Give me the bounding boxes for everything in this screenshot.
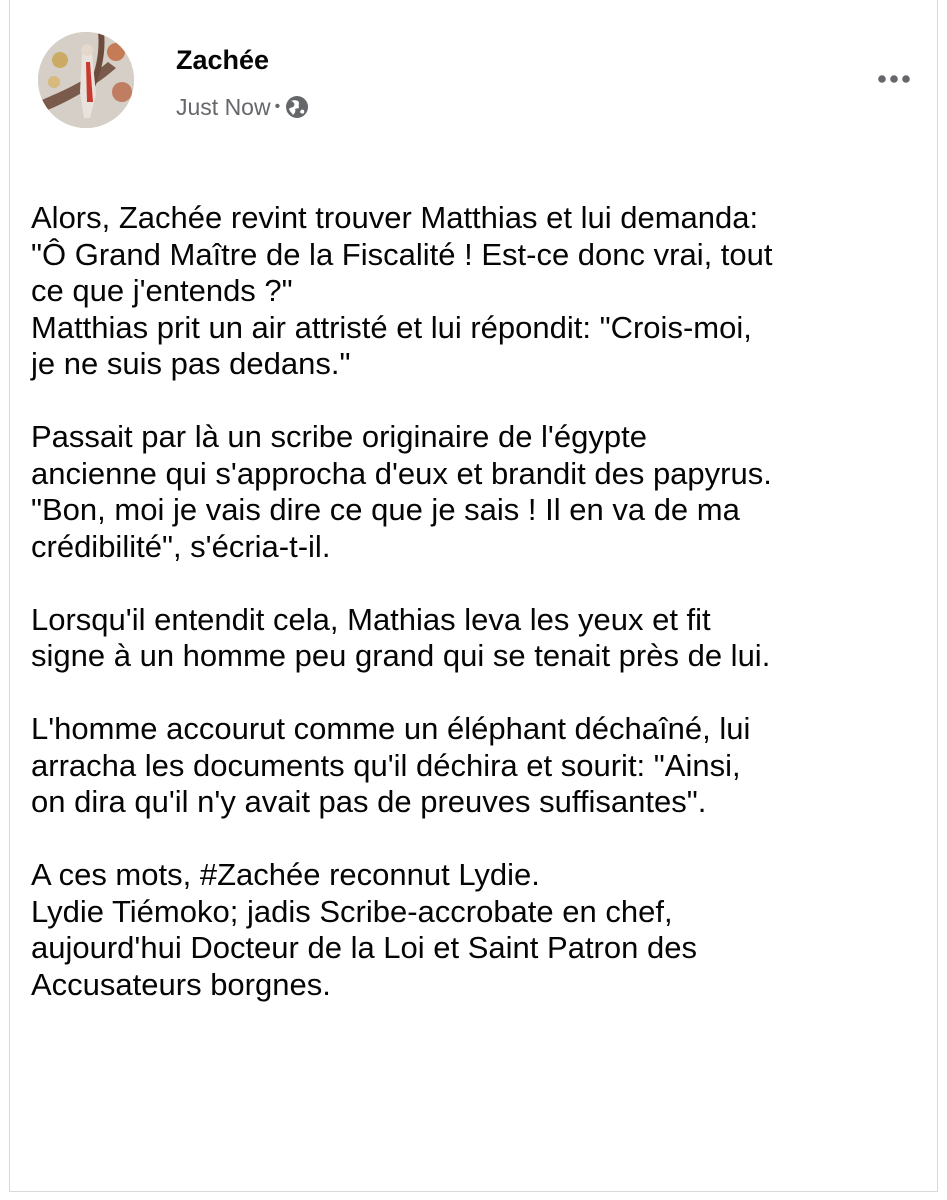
timestamp[interactable]: Just Now [176, 93, 271, 120]
post-paragraph [31, 857, 931, 1003]
post-paragraph [31, 419, 931, 565]
avatar[interactable] [38, 32, 134, 128]
more-options-button[interactable] [874, 64, 914, 94]
text-line: ancienne qui s'approcha d'eux et brandit des papyrus. [31, 455, 772, 491]
text-line: "Ô Grand Maître de la Fiscalité ! Est-ce donc vrai, tout [31, 236, 773, 272]
text-line: "Bon, moi je vais dire ce que je sais ! Il en va de ma [31, 492, 740, 527]
text-line: on dira qu'il n'y avait pas de preuves suffisantes". [31, 784, 707, 819]
text-line: ce que j'entends ?" [31, 273, 293, 308]
text-line: Lorsqu'il entendit cela, Mathias leva les yeux et fit [31, 601, 711, 637]
text-line: aujourd'hui Docteur de la Loi et Saint Patron des [31, 930, 697, 965]
more-options-icon [874, 64, 914, 94]
meta-separator: • [274, 98, 281, 115]
text-line: Alors, Zachée revint trouver Matthias et lui demanda: [31, 200, 759, 235]
author-name[interactable]: Zachée [176, 45, 270, 75]
globe-icon[interactable] [285, 95, 309, 119]
avatar-image [38, 32, 134, 128]
text-line: signe à un homme peu grand qui se tenait près de lui. [31, 638, 771, 673]
text-line: arracha les documents qu'il déchira et sourit: "Ainsi, [31, 747, 741, 783]
post-paragraph [31, 602, 931, 675]
text-line: Lydie Tiémoko; jadis Scribe-accrobate en chef, [31, 893, 673, 929]
post-paragraph [31, 711, 931, 821]
text-line: crédibilité", s'écria-t-il. [31, 528, 331, 564]
text-line: Accusateurs borgnes. [31, 966, 331, 1002]
post-paragraph [31, 200, 931, 383]
text-line: L'homme accourut comme un éléphant déchaîné, lui [31, 711, 751, 746]
text-line: je ne suis pas dedans." [31, 346, 351, 381]
text-line: Matthias prit un air attristé et lui répondit: "Crois-moi, [31, 309, 752, 345]
post-text [31, 200, 931, 1003]
text-line: A ces mots, #Zachée reconnut Lydie. [31, 857, 540, 892]
post-meta [176, 92, 309, 122]
text-line: Passait par là un scribe originaire de l'égypte [31, 419, 647, 454]
